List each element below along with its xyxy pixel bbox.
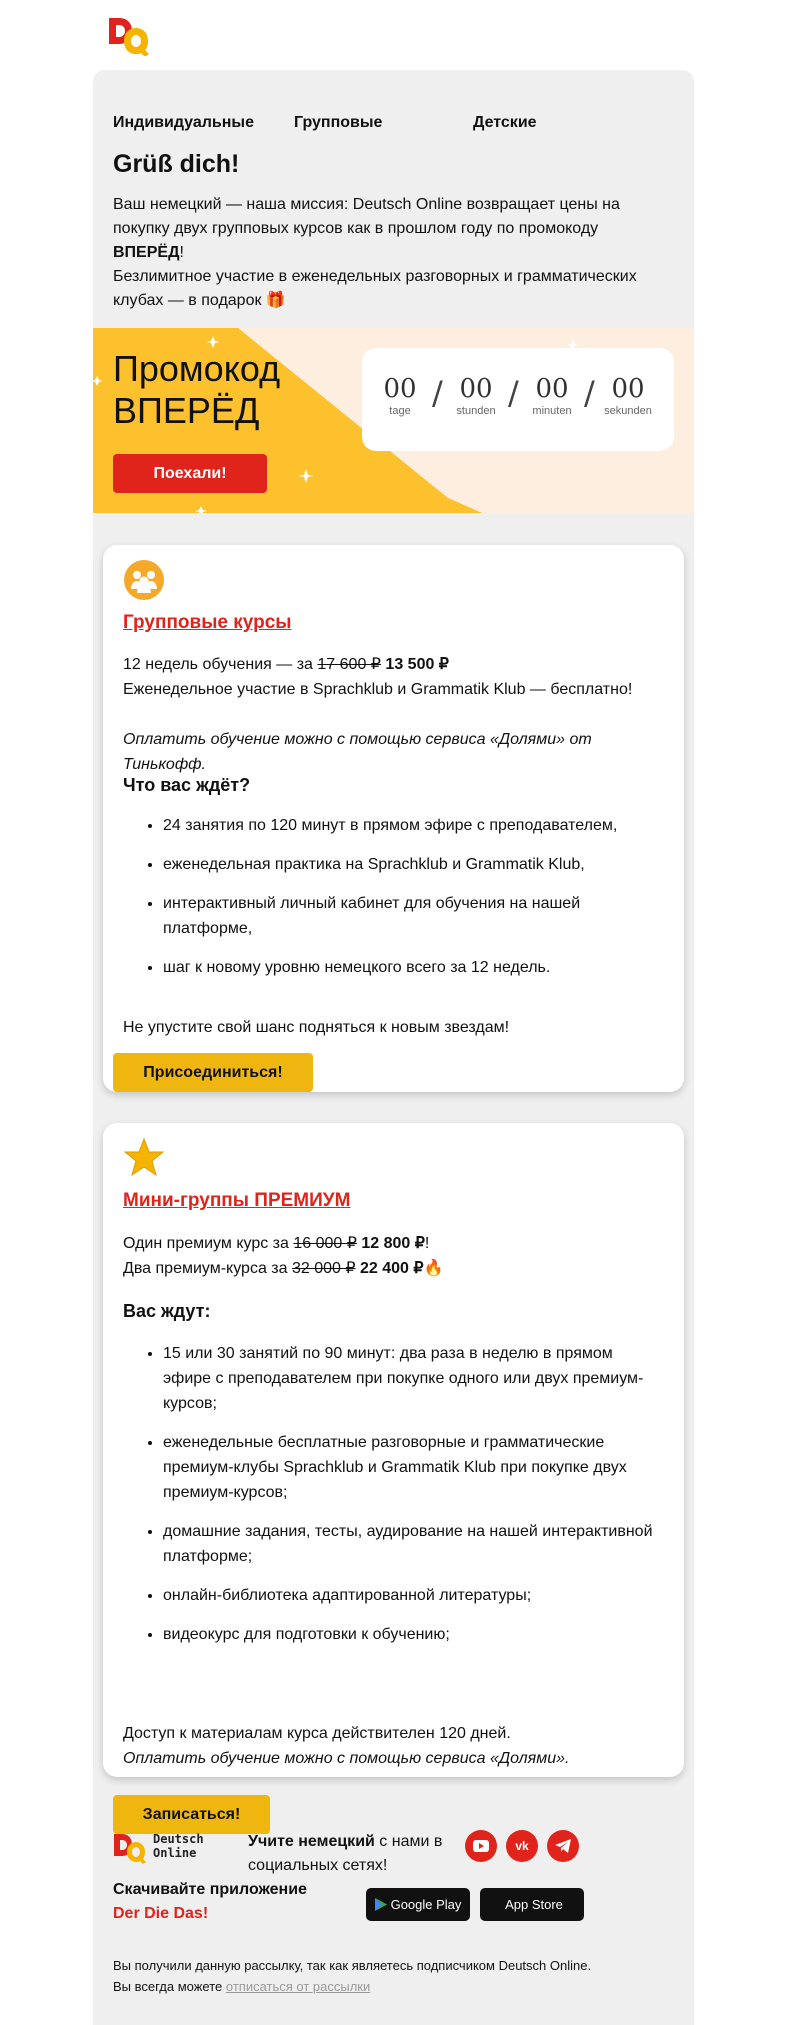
google-play-icon	[375, 1898, 387, 1911]
greeting-text: Ваш немецкий — наша миссия: Deutsch Online возвращает цены на покупку двух групповых курсов как в прошлом году по промокоду ВПЕРЁД! Безлимитное участие в еженедельных разговорных и грамматических клубах — в подарок 🎁	[113, 196, 637, 309]
list-item: • еженедельные бесплатные разговорные и грамматические премиум-клубы Sprachklub и Grammatik Klub при покупке двух премиум-курсов;	[163, 1430, 663, 1505]
list-item: • еженедельная практика на Sprachklub и Grammatik Klub,	[163, 852, 663, 877]
premium-price-text: Один премиум курс за 16 000 ₽ 12 800 ₽! Два премиум-курса за 32 000 ₽ 22 400 ₽🔥	[123, 1235, 444, 1277]
app-name: Der Die Das!	[113, 1905, 209, 1922]
email-body	[93, 70, 694, 2025]
timer-separator: /	[432, 374, 443, 412]
list-item: • онлайн-библиотека адаптированной литературы;	[163, 1583, 663, 1608]
premium-title[interactable]: Мини-группы ПРЕМИУМ	[123, 1190, 351, 1211]
footer-logo[interactable]	[113, 1830, 223, 1869]
app-store-button[interactable]: App Store	[480, 1888, 584, 1921]
list-item: • 24 занятия по 120 минут в прямом эфире с преподавателем,	[163, 813, 663, 838]
course-nav	[93, 90, 694, 131]
countdown-timer	[362, 348, 674, 451]
telegram-icon[interactable]	[547, 1830, 579, 1862]
premium-what-title: Вас ждут:	[123, 1301, 211, 1321]
old-price: 17 600 ₽	[317, 656, 381, 673]
promo-title: Промокод ВПЕРЁД	[113, 348, 281, 431]
social-text: Учите немецкий с нами в социальных сетях!	[248, 1833, 443, 1874]
premium-access-text: Доступ к материалам курса действителен 120 дней. Оплатить обучение можно с помощью сервиса «Долями».	[123, 1725, 570, 1767]
premium-benefits-list	[163, 1341, 663, 1661]
join-button[interactable]: Присоединиться!	[113, 1053, 313, 1092]
go-button[interactable]: Поехали!	[113, 454, 267, 493]
nav-individual[interactable]: Индивидуальные	[113, 114, 254, 131]
timer-separator: /	[508, 374, 519, 412]
timer-days: 00 tage	[383, 374, 417, 417]
list-item: • домашние задания, тесты, аудирование на нашей интерактивной платформе;	[163, 1519, 663, 1569]
list-item: • шаг к новому уровню немецкого всего за 12 недель.	[163, 955, 663, 980]
google-play-button[interactable]: Google Play	[366, 1888, 470, 1921]
group-payment-note: Оплатить обучение можно с помощью сервиса «Долями» от Тинькофф.	[123, 731, 592, 773]
promo-banner	[93, 328, 694, 513]
greeting-block	[113, 150, 673, 313]
greeting-title: Grüß dich!	[113, 150, 240, 178]
group-people-icon	[123, 559, 165, 601]
enroll-button[interactable]: Записаться!	[113, 1795, 270, 1834]
nav-group[interactable]: Групповые	[294, 114, 383, 131]
footer-note: Вы получили данную рассылку, так как являетесь подписчиком Deutsch Online. Вы всегда можете отписаться от рассылки	[113, 1958, 592, 1994]
deutsch-online-logo[interactable]	[107, 14, 151, 56]
new-price: 13 500 ₽	[385, 656, 449, 673]
list-item: • интерактивный личный кабинет для обучения на нашей платформе,	[163, 891, 663, 941]
app-promo: Скачивайте приложение Der Die Das!	[113, 1881, 307, 1922]
timer-separator: /	[584, 374, 595, 412]
list-item: • 15 или 30 занятий по 90 минут: два раза в неделю в прямом эфире с преподавателем при покупке одного или двух премиум-курсов;	[163, 1341, 663, 1416]
group-what-title: Что вас ждёт?	[123, 775, 251, 795]
nav-kids[interactable]: Детские	[473, 114, 537, 131]
premium-card	[103, 1123, 684, 1823]
unsubscribe-link[interactable]: отписаться от рассылки	[225, 1979, 371, 1994]
timer-hours: 00 stunden	[456, 374, 496, 417]
footer-logo-text: Deutsch Online	[153, 1832, 204, 1860]
star-icon	[123, 1137, 165, 1179]
group-courses-title[interactable]: Групповые курсы	[123, 612, 292, 633]
youtube-icon[interactable]	[465, 1830, 497, 1862]
group-price-text: 12 недель обучения — за 17 600 ₽ 13 500 ₽ Еженедельное участие в Sprachklub и Grammatik Klub — бесплатно!	[123, 656, 633, 698]
promo-word: ВПЕРЁД	[113, 244, 180, 261]
group-courses-card	[103, 545, 684, 1092]
group-closing-text: Не упустите свой шанс подняться к новым звездам!	[123, 1019, 510, 1036]
timer-minutes: 00 minuten	[532, 374, 572, 417]
list-item: • видеокурс для подготовки к обучению;	[163, 1622, 663, 1647]
vk-icon[interactable]: vk	[506, 1830, 538, 1862]
group-benefits-list	[163, 813, 663, 994]
timer-seconds: 00 sekunden	[604, 374, 652, 417]
